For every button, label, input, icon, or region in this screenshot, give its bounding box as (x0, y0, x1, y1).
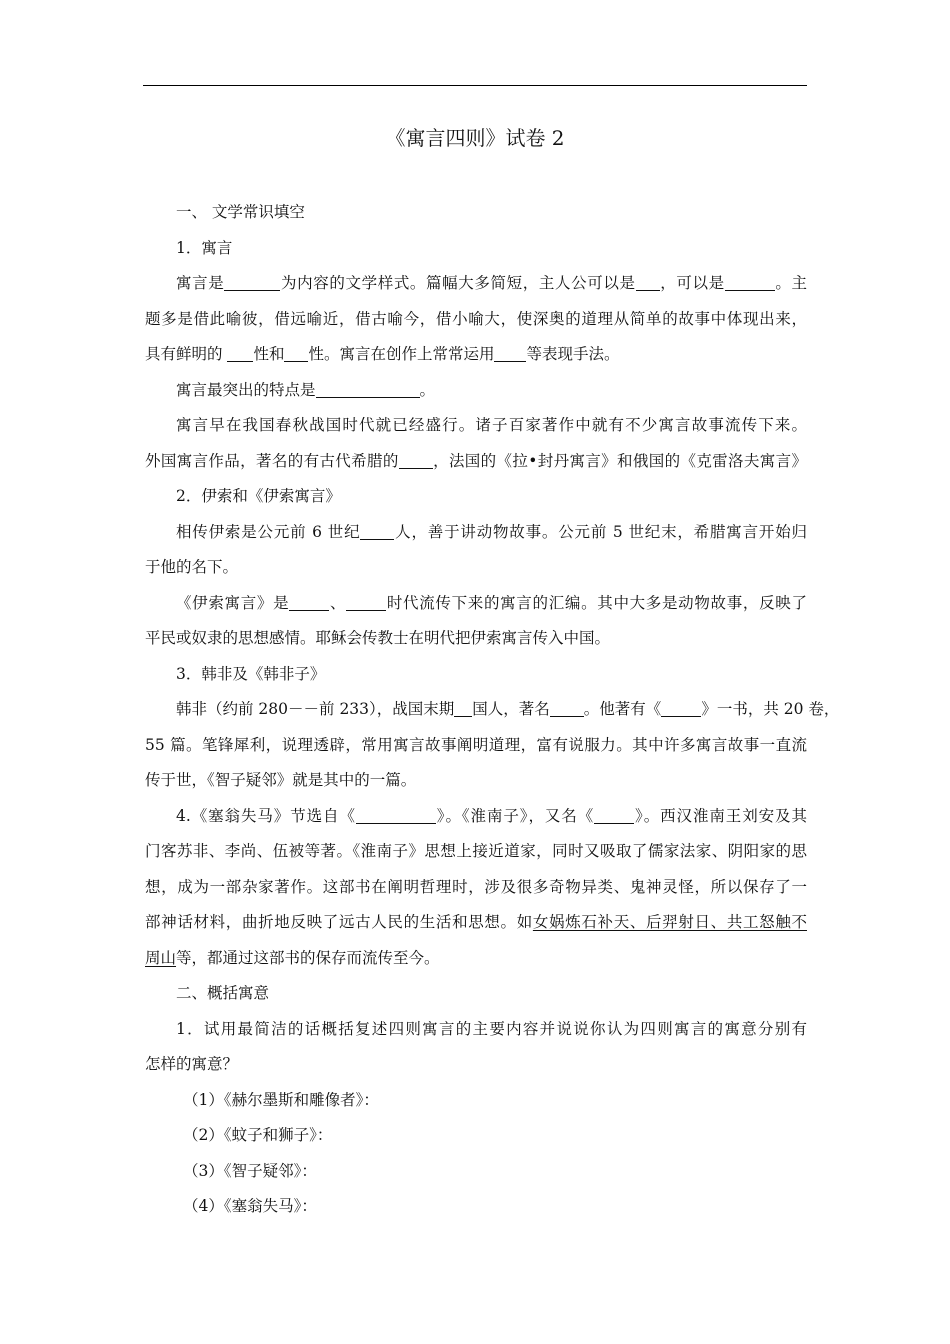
paragraph-line: 想，成为一部杂家著作。这部书在阐明哲理时，涉及很多奇物异类、鬼神灵怪，所以保存了一 (145, 877, 807, 896)
fill-blank[interactable] (227, 344, 253, 362)
paragraph-line: 55 篇。笔锋犀利，说理透辟，常用寓言故事阐明道理，富有说服力。其中许多寓言故事一直流 (145, 735, 807, 754)
paragraph-line: 于他的名下。 (145, 558, 239, 576)
paragraph-line: 周山等，都通过这部书的保存而流传至今。 (145, 948, 440, 967)
fill-blank[interactable] (360, 522, 394, 540)
paragraph-line: 平民或奴隶的思想感情。耶稣会传教士在明代把伊索寓言传入中国。 (145, 629, 611, 647)
paragraph-line: 部神话材料，曲折地反映了远古人民的生活和思想。如女娲炼石补天、后羿射日、共工怒触不 (145, 913, 807, 931)
fill-blank[interactable] (356, 806, 436, 824)
paragraph-line: 《伊索寓言》是 、 时代流传下来的寓言的汇编。其中大多是动物故事，反映了 (176, 593, 807, 612)
fill-blank[interactable] (346, 593, 386, 611)
paragraph-line: 相传伊索是公元前 6 世纪 人，善于讲动物故事。公元前 5 世纪末，希腊寓言开始归 (176, 522, 808, 541)
section-heading-2: 二、概括寓意 (176, 984, 270, 1002)
fill-blank[interactable] (284, 344, 308, 362)
subheading-hanfei: 3．韩非及《韩非子》 (176, 664, 326, 683)
fill-blank[interactable] (399, 451, 433, 469)
paragraph-line: 寓言早在我国春秋战国时代就已经盛行。诸子百家著作中就有不少寓言故事流传下来。 (176, 416, 807, 434)
paragraph-line: 寓言最突出的特点是 。 (176, 380, 436, 399)
header-rule (143, 85, 807, 86)
fill-blank[interactable] (289, 593, 329, 611)
fill-blank[interactable] (316, 380, 420, 398)
subheading-fable: 1．寓言 (176, 238, 233, 257)
exam-content (145, 195, 840, 1225)
paragraph-line: 具有鲜明的 性和 性。寓言在创作上常常运用 等表现手法。 (145, 345, 620, 363)
paragraph-line: 韩非（约前 280－－前 233），战国末期 国人，著名 。他著有《 》一书，共 20 卷， (176, 700, 840, 718)
fill-blank[interactable] (594, 806, 634, 824)
paragraph-line: 4.《塞翁失马》节选自《 》。《淮南子》，又名《 》。西汉淮南王刘安及其 (176, 806, 807, 825)
fill-blank[interactable] (454, 699, 472, 717)
section-heading-1: 一、 文学常识填空 (176, 203, 305, 221)
question-line: 1．试用最简洁的话概括复述四则寓言的主要内容并说说你认为四则寓言的寓意分别有 (176, 1019, 807, 1038)
fill-blank[interactable] (636, 273, 660, 291)
underlined-myths: 周山 (145, 948, 177, 967)
fill-blank[interactable] (224, 273, 280, 291)
paragraph-line: 传于世，《智子疑邻》就是其中的一篇。 (145, 771, 417, 789)
paragraph-line: 寓言是 为内容的文学样式。篇幅大多简短，主人公可以是 ，可以是 。主 (176, 274, 807, 292)
fill-blank[interactable] (550, 699, 584, 717)
question-item: （4）《塞翁失马》： (183, 1197, 317, 1215)
paragraph-line: 题多是借此喻彼，借远喻近，借古喻今，借小喻大，使深奥的道理从简单的故事中体现出来， (145, 309, 807, 328)
question-item: （3）《智子疑邻》： (183, 1161, 317, 1180)
fill-blank[interactable] (494, 344, 526, 362)
subheading-aesop: 2．伊索和《伊索寓言》 (176, 487, 341, 505)
underlined-myths: 女娲炼石补天、后羿射日、共工怒触不 (532, 913, 807, 931)
question-item: （1）《赫尔墨斯和雕像者》： (183, 1090, 379, 1109)
fill-blank[interactable] (661, 699, 701, 717)
question-item: （2）《蚊子和狮子》： (183, 1126, 333, 1144)
paragraph-line: 外国寓言作品，著名的有古代希腊的 ，法国的《拉•封丹寓言》和俄国的《克雷洛夫寓言》 (145, 451, 807, 470)
fill-blank[interactable] (725, 273, 775, 291)
paragraph-line: 门客苏非、李尚、伍被等著。《淮南子》思想上接近道家，同时又吸取了儒家法家、阴阳家的思 (145, 842, 807, 860)
question-line: 怎样的寓意？ (145, 1055, 239, 1073)
page-title: 《寓言四则》试卷 2 (385, 126, 565, 150)
